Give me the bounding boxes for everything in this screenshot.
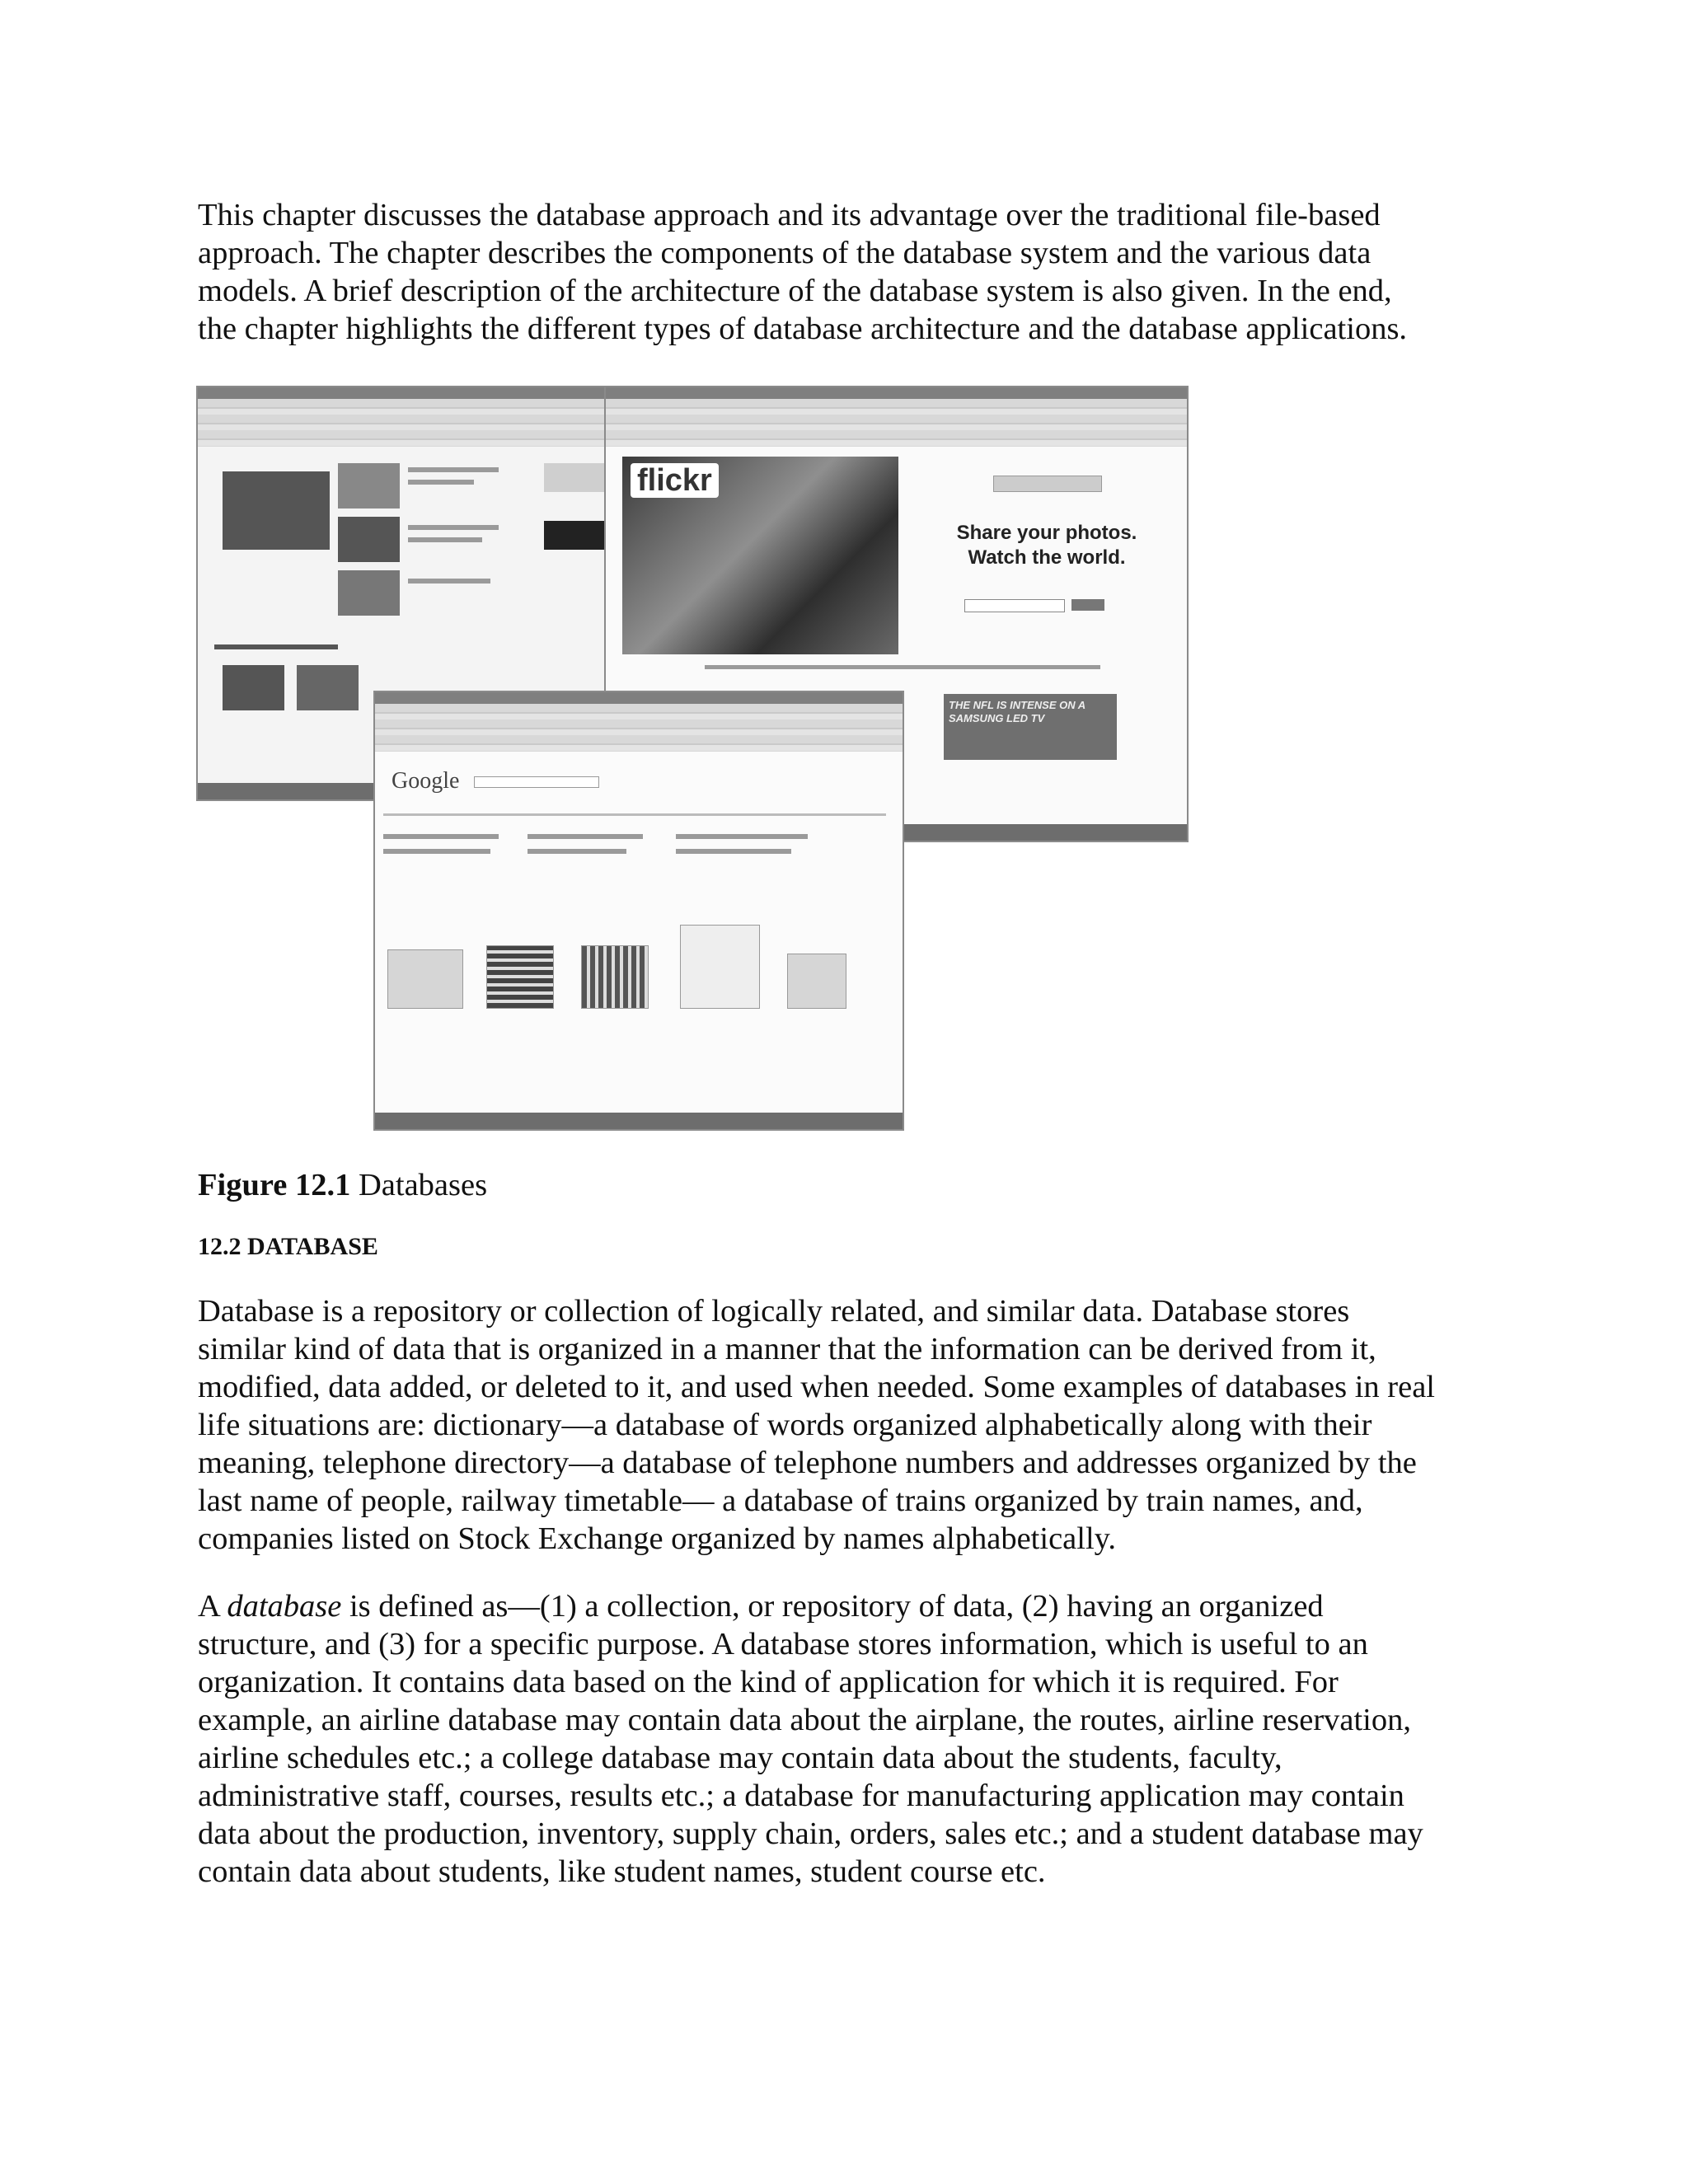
text-run: is defined as—(1) a collection, or repository of data, (2) having an organized bbox=[341, 1589, 1324, 1624]
text-run: A bbox=[198, 1589, 227, 1624]
image-result bbox=[787, 954, 846, 1009]
text-placeholder bbox=[676, 849, 791, 854]
text-line: modified, data added, or deleted to it, and used when needed. Some examples of databases in real bbox=[198, 1370, 1435, 1404]
text-line: example, an airline database may contain data about the airplane, the routes, airline reservation, bbox=[198, 1703, 1412, 1737]
title-bar bbox=[606, 387, 1187, 399]
flickr-tagline: Share your photos. Watch the world. bbox=[956, 522, 1137, 569]
figure-databases-screenshot bbox=[196, 386, 1185, 1127]
text-placeholder bbox=[408, 467, 499, 472]
examples-paragraph bbox=[198, 1587, 1508, 1891]
text-placeholder bbox=[408, 537, 482, 542]
image-result bbox=[387, 949, 463, 1009]
video-thumbnail bbox=[338, 570, 400, 616]
text-line: organization. It contains data based on the kind of application for which it is required. For bbox=[198, 1665, 1339, 1699]
figure-label: Figure 12.1 bbox=[198, 1168, 351, 1202]
title-bar bbox=[375, 692, 903, 704]
browser-window-google bbox=[373, 691, 904, 1131]
taskbar bbox=[375, 1113, 903, 1129]
text-line: models. A brief description of the architecture of the database system is also given. In the end, bbox=[198, 274, 1392, 308]
section-heading: 12.2 DATABASE bbox=[198, 1233, 378, 1260]
text-line: administrative staff, courses, results etc.; a database for manufacturing application may contain bbox=[198, 1779, 1404, 1813]
sidebar-box bbox=[544, 463, 606, 492]
browser-toolbar bbox=[375, 704, 903, 752]
create-account-button bbox=[993, 476, 1102, 492]
image-result bbox=[581, 945, 649, 1009]
section-header-bar bbox=[214, 644, 338, 649]
google-results-content bbox=[375, 752, 903, 1113]
search-button bbox=[1071, 599, 1104, 611]
text-line: contain data about students, like student names, student course etc. bbox=[198, 1854, 1046, 1889]
definition-paragraph bbox=[198, 1292, 1508, 1558]
flickr-logo: flickr bbox=[631, 463, 719, 498]
google-logo: Google bbox=[392, 768, 460, 794]
search-input bbox=[964, 599, 1065, 612]
image-result bbox=[486, 945, 554, 1009]
text-placeholder bbox=[676, 834, 808, 839]
text-line: life situations are: dictionary—a database of words organized alphabetically along with their bbox=[198, 1408, 1372, 1442]
image-result bbox=[680, 925, 760, 1009]
text-line: Database is a repository or collection of logically related, and similar data. Database stores bbox=[198, 1294, 1350, 1329]
video-thumbnail bbox=[338, 463, 400, 509]
sidebar-ad bbox=[544, 521, 606, 550]
figure-caption-text: Databases bbox=[350, 1168, 488, 1202]
browser-toolbar bbox=[198, 399, 618, 448]
video-thumbnail bbox=[338, 517, 400, 562]
text-line: data about the production, inventory, supply chain, orders, sales etc.; and a student database may bbox=[198, 1816, 1423, 1851]
text-line: similar kind of data that is organized in a manner that the information can be derived from it, bbox=[198, 1332, 1376, 1366]
text-line bbox=[198, 1587, 1508, 1625]
text-line: airline schedules etc.; a college database may contain data about the students, faculty, bbox=[198, 1741, 1282, 1775]
text-placeholder bbox=[528, 849, 626, 854]
text-line: This chapter discusses the database approach and its advantage over the traditional file-based bbox=[198, 198, 1381, 232]
search-input bbox=[474, 776, 599, 788]
text-placeholder bbox=[408, 480, 474, 485]
text-placeholder bbox=[528, 834, 643, 839]
text-line: approach. The chapter describes the components of the database system and the various data bbox=[198, 236, 1372, 270]
text-line: companies listed on Stock Exchange organized by names alphabetically. bbox=[198, 1521, 1117, 1556]
video-thumbnail bbox=[223, 665, 284, 710]
intro-paragraph bbox=[198, 196, 1508, 348]
divider bbox=[383, 813, 886, 816]
text-line: meaning, telephone directory—a database of telephone numbers and addresses organized by the bbox=[198, 1446, 1417, 1480]
video-thumbnail bbox=[297, 665, 359, 710]
text-placeholder bbox=[408, 579, 490, 583]
text-placeholder bbox=[383, 849, 490, 854]
video-thumbnail bbox=[223, 471, 330, 550]
text-placeholder bbox=[383, 834, 499, 839]
figure-caption bbox=[198, 1166, 487, 1204]
text-line: the chapter highlights the different types of database architecture and the database applications. bbox=[198, 312, 1408, 346]
text-line: last name of people, railway timetable— a database of trains organized by train names, and, bbox=[198, 1483, 1363, 1518]
text-placeholder bbox=[408, 525, 499, 530]
emphasized-term: database bbox=[227, 1589, 342, 1624]
text-line: structure, and (3) for a specific purpose. A database stores information, which is useful to an bbox=[198, 1627, 1368, 1661]
text-placeholder bbox=[705, 665, 1100, 669]
title-bar bbox=[198, 387, 618, 399]
browser-toolbar bbox=[606, 399, 1187, 448]
samsung-ad: THE NFL IS INTENSE ON A SAMSUNG LED TV bbox=[944, 694, 1117, 760]
